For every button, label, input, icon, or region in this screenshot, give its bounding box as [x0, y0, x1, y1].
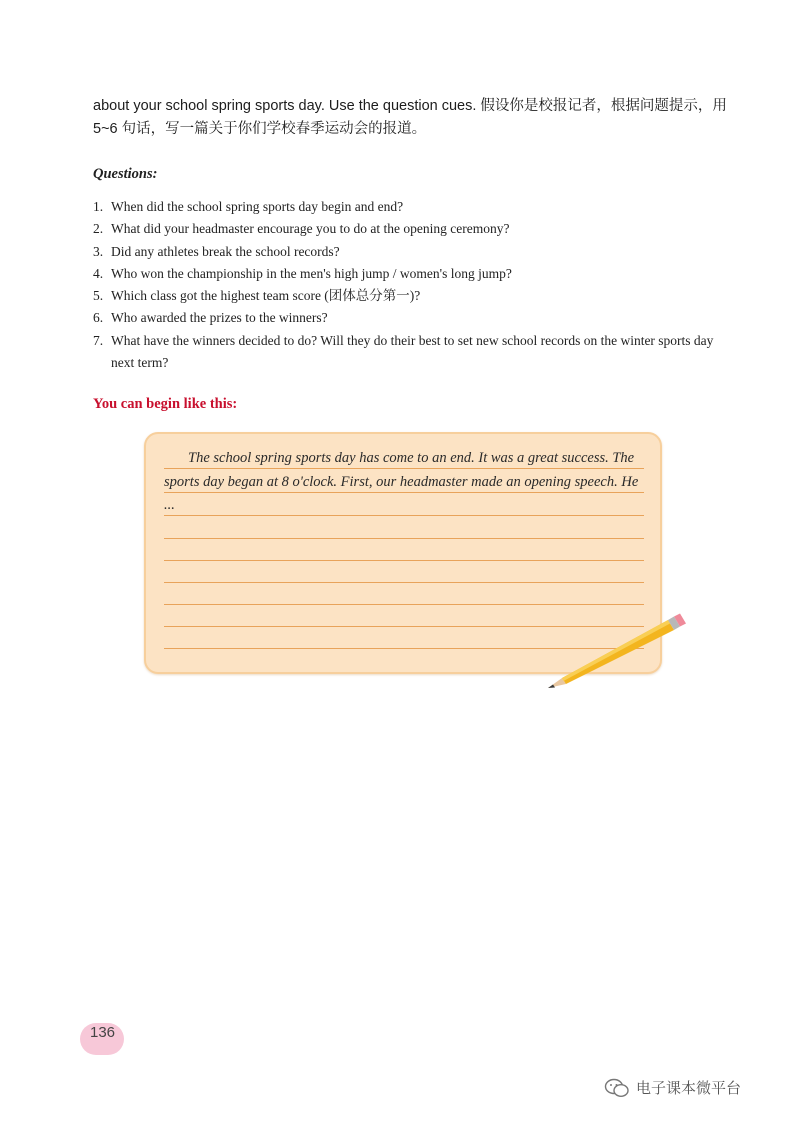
- ruled-line: [164, 582, 644, 583]
- question-number: 6.: [93, 310, 104, 326]
- questions-heading: Questions:: [93, 166, 158, 182]
- intro-instructions: about your school spring sports day. Use the question cues. 假设你是校报记者，根据问题提示，用 5~6 句话，写一篇关于你们学校春季运动会的报道。: [93, 98, 727, 137]
- question-text: What have the winners decided to do? Will they do their best to set new school records on the winter sports day next term?: [111, 332, 714, 371]
- question-text: Which class got the highest team score (团体总分第一)?: [111, 288, 421, 304]
- question-number: 3.: [93, 243, 104, 259]
- question-text: What did your headmaster encourage you to do at the opening ceremony?: [111, 221, 510, 237]
- ruled-line: [164, 538, 644, 539]
- starter-text: The school spring sports day has come to an end. It was a great success. The sports day began at 8 o'clock. First, our headmaster made an opening speech. He ...: [164, 450, 639, 513]
- question-text: Who awarded the prizes to the winners?: [111, 310, 328, 326]
- question-number: 7.: [93, 332, 104, 348]
- question-item: [93, 241, 723, 263]
- ruled-line: [164, 560, 644, 561]
- watermark: [604, 1077, 741, 1098]
- question-number: 5.: [93, 288, 104, 304]
- question-number: 2.: [93, 221, 104, 237]
- pencil-illustration: [540, 612, 690, 694]
- page-number: 136: [90, 1024, 116, 1041]
- question-number: 4.: [93, 265, 104, 281]
- question-item: [93, 196, 723, 218]
- question-list: [93, 196, 723, 374]
- wechat-icon: [604, 1078, 630, 1098]
- question-text: Who won the championship in the men's high jump / women's long jump?: [111, 265, 512, 281]
- question-item: [93, 263, 723, 285]
- question-number: 1.: [93, 199, 104, 214]
- question-text: Did any athletes break the school records?: [111, 243, 340, 259]
- begin-heading: You can begin like this:: [93, 396, 238, 412]
- watermark-label: 电子课本微平台: [636, 1079, 742, 1097]
- question-item: [93, 330, 723, 375]
- ruled-line: [164, 604, 644, 605]
- question-item: [93, 307, 723, 329]
- pencil-icon: [548, 614, 686, 689]
- question-item: [93, 285, 723, 307]
- starter-text-block: [164, 447, 646, 518]
- question-item: [93, 218, 723, 240]
- question-text: When did the school spring sports day begin and end?: [111, 199, 404, 214]
